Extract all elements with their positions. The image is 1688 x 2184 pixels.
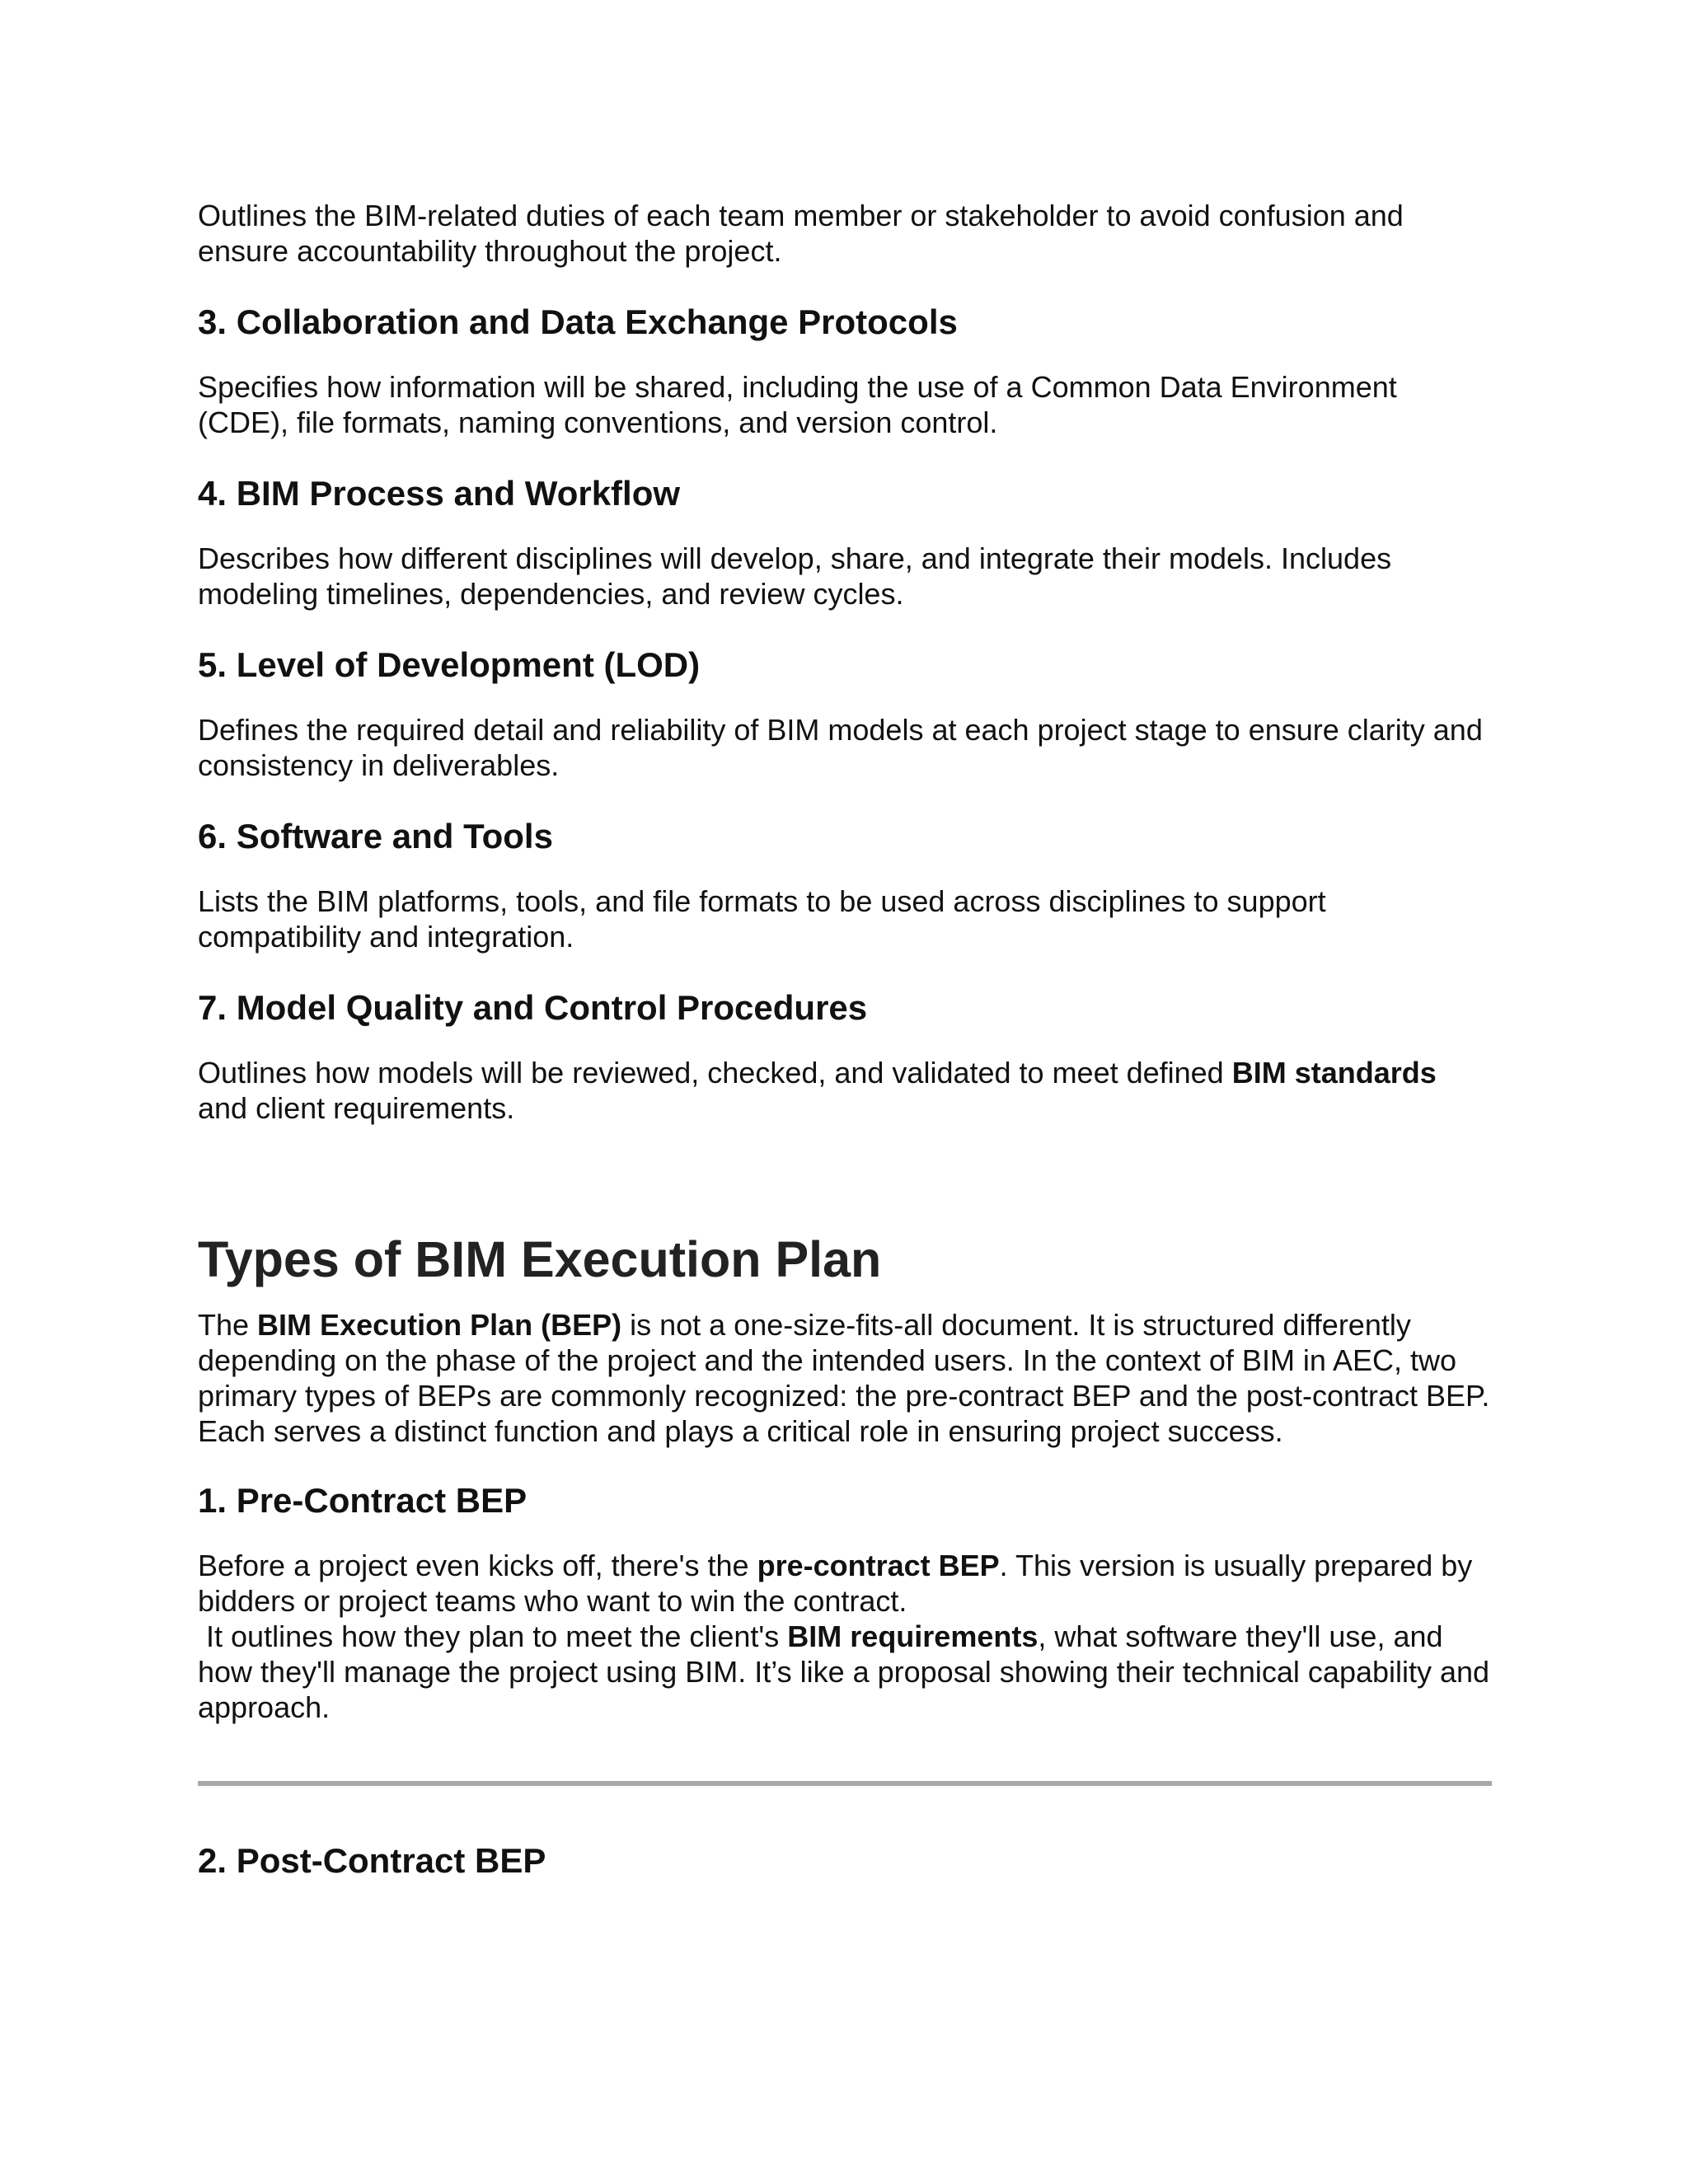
types-intro bbox=[198, 1307, 1492, 1449]
section-heading-quality: 7. Model Quality and Control Procedures bbox=[198, 988, 868, 1027]
section-text-collaboration: Specifies how information will be shared, including the use of a Common Data Environment (CDE), file formats, naming conventions, and version control. bbox=[198, 370, 1397, 439]
pre-contract-p2-end: , what software they'll use, and how they'll manage the project using BIM. It’s like a proposal showing their technical capability and approach. bbox=[198, 1619, 1498, 1724]
pre-contract-p2-start: It outlines how they plan to meet the client's bbox=[198, 1619, 788, 1653]
pre-contract-paragraph-2 bbox=[198, 1619, 1498, 1725]
quality-text-end: and client requirements. bbox=[198, 1091, 515, 1125]
post-contract-heading: 2. Post-Contract BEP bbox=[198, 1841, 546, 1880]
section-heading-process: 4. BIM Process and Workflow bbox=[198, 474, 681, 513]
section-heading-software: 6. Software and Tools bbox=[198, 817, 553, 855]
intro-paragraph: Outlines the BIM-related duties of each team member or stakeholder to avoid confusion and ensure accountability throughout the project. bbox=[198, 199, 1404, 268]
section-text-software: Lists the BIM platforms, tools, and file formats to be used across disciplines to support compatibility and integration. bbox=[198, 884, 1326, 954]
section-text-process: Describes how different disciplines will develop, share, and integrate their models. Includes modeling timelines, dependencies, and review cycles. bbox=[198, 541, 1392, 611]
quality-text-start: Outlines how models will be reviewed, checked, and validated to meet defined bbox=[198, 1056, 1232, 1090]
section-heading-lod: 5. Level of Development (LOD) bbox=[198, 645, 701, 684]
pre-contract-p1-start: Before a project even kicks off, there's the bbox=[198, 1549, 757, 1582]
pre-contract-p1-bold: pre-contract BEP bbox=[757, 1549, 1000, 1582]
section-heading-collaboration: 3. Collaboration and Data Exchange Protocols bbox=[198, 302, 958, 341]
section-divider bbox=[198, 1781, 1492, 1786]
document-page bbox=[198, 198, 1498, 1882]
pre-contract-p2-bold: BIM requirements bbox=[787, 1619, 1039, 1653]
types-intro-end: is not a one-size-fits-all document. It is structured differently depending on the phase of the project and the intended users. In the context of BIM in AEC, two primary types of BEPs are commonly recognized: the pre-contract BEP and the post-contract BEP. Each serves a distinct function and plays a critical role in ensuring project success. bbox=[198, 1308, 1490, 1448]
section-text-lod: Defines the required detail and reliability of BIM models at each project stage to ensure clarity and consistency in deliverables. bbox=[198, 713, 1483, 782]
pre-contract-paragraph-1 bbox=[198, 1548, 1492, 1619]
section-text-quality bbox=[198, 1055, 1492, 1126]
pre-contract-heading: 1. Pre-Contract BEP bbox=[198, 1481, 528, 1520]
quality-text-bold: BIM standards bbox=[1231, 1056, 1437, 1090]
types-intro-start: The bbox=[198, 1308, 258, 1342]
types-title: Types of BIM Execution Plan bbox=[198, 1231, 882, 1287]
types-intro-bold: BIM Execution Plan (BEP) bbox=[257, 1308, 622, 1342]
pre-contract-p1-end: . This version is usually prepared by bidders or project teams who want to win the contract. bbox=[198, 1549, 1473, 1618]
